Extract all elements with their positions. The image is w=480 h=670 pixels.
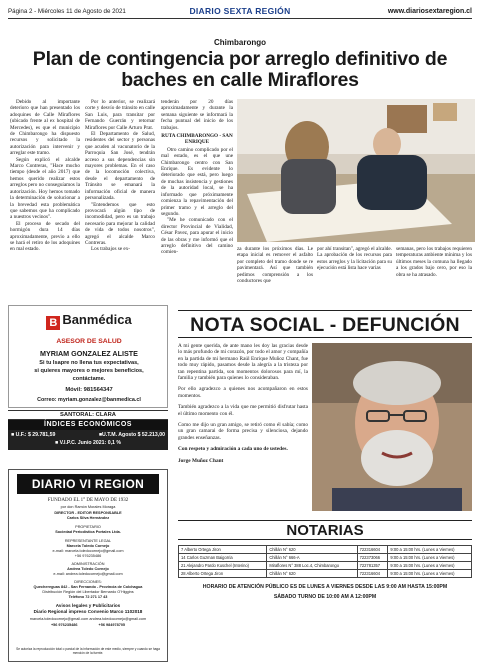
address-label: DIRECCIONES: — [74, 580, 102, 584]
article-photo — [237, 99, 475, 242]
section-label: Chimbarongo — [214, 38, 266, 47]
owner: Sociedad Periodística Portales Ltda. — [55, 530, 121, 534]
masthead-logo: DIARIO VI REGION — [17, 474, 159, 494]
nota-social-text — [178, 343, 308, 469]
table-row — [179, 546, 472, 554]
nota-paragraph: Por ello agradezco a quienes nos acompañaron en estos momentos. — [178, 386, 308, 399]
table-row — [179, 554, 472, 562]
article-paragraph: Por lo anterior, se realizará corte y desvío de tránsito en calle San Luis, para transitar por Fernando Guerrán y retornar Miraflores por Calle Arturo Prat. — [85, 99, 155, 131]
notary-phone: 722316604 — [357, 570, 388, 578]
ad-name: MYRIAM GONZALEZ ALISTE — [40, 349, 138, 358]
notary-phone: 722781357 — [357, 562, 388, 570]
nota-signature: Jorge Muñoz Chant — [178, 457, 224, 464]
disclaimer: Se autoriza la reproducción total o parcial de la información de este medio, siempre y cuando se haga mención de la fuente. — [16, 647, 160, 655]
paper-name: DIARIO SEXTA REGIÓN — [189, 6, 291, 16]
ad-title: ASESOR DE SALUD — [56, 338, 122, 345]
notary-address: Chillán N° 666-A — [267, 554, 357, 562]
notary-name: 7 Alberto Ortega Jiron — [179, 546, 267, 554]
nota-paragraph: También agradezco a la vida que me permitió disfrutar hasta el último momento con él. — [178, 404, 308, 417]
utm-value: ■U.T.M. Agosto $ 52.213,00 — [98, 432, 165, 438]
notary-hours: 9:00 a 15:00 hrs. (Lunes a Viernes) — [388, 562, 472, 570]
distribution: Distribución Región del Libertador Bernardo O'Higgins — [42, 590, 134, 594]
notary-phone: 722316604 — [357, 546, 388, 554]
table-row — [179, 562, 472, 570]
economic-block — [8, 410, 168, 450]
article-paragraph: "Me he comunicado con el director Provincial de Vialidad, César Pavez, para apurar el inicio de las obras y me informó que el arreglo definitivo del camino comien- — [161, 217, 233, 256]
legal-label: REPRESENTANTE LEGAL — [64, 539, 112, 543]
nota-paragraph: Como me dijo un gran amigo, se retiró como él sabía; como un gran camarai de forma precisa y silenciosa, dejando grandes enseñanzas. — [178, 422, 308, 441]
website-link[interactable]: www.diariosextaregion.cl — [387, 7, 472, 15]
legal-email: e-mail: marcela.toledocornejo@gmail.com — [52, 549, 124, 553]
portrait-photo — [312, 343, 472, 511]
article-paragraph: Según explicó el alcalde Marco Contreras, "Hace mucho tiempo (desde el año 2017) que hemos querido realizar estos arreglos pero no conseguíamos la autorización. Hoy hemos tomado la determinación de solucionar a la brevedad esta problemática que sabemos que ha complicado a nuestros vecinos". — [10, 156, 80, 221]
article-column-4: za durante los próximos días. Le etapa inicial es remover el asfalto por completo del tramo donde se re pavimentará. Así que también pedimos comprensión a los conductores que — [237, 246, 313, 285]
notices: Diario Regional impreso Convenio Marco 1102018 — [33, 609, 143, 614]
page-info: Página 2 - Miércoles 11 de Agosto de 2021 — [8, 7, 126, 15]
uf-value: ■ U.F.: $ 29.781,59 — [11, 432, 56, 438]
founded: FUNDADO EL 1° DE MAYO DE 1932 — [47, 498, 129, 503]
address: Quechereguas 842 - San Fernando - Provincia de Colchagua — [33, 585, 143, 589]
notary-name: 28 Alberto Ortega Jiron — [179, 570, 267, 578]
article-paragraph: El Departamento de Salud, residentes del sector y personas que acuden al vacunatorio de la Parroquia San José, tendrán acceso a sus dependencias sin mayores problemas. En el caso de la locomoción colectiva, desde el departamento de Tránsito se emanará la información oficial de manera personalizada. — [85, 131, 155, 202]
notary-name: 14 Carlos Guzman Baigorria — [179, 554, 267, 562]
notary-phone: 722373066 — [357, 554, 388, 562]
admin: Andrea Toledo Cornejo — [67, 567, 109, 571]
ad-phone: Móvil: 981564347 — [65, 387, 113, 393]
article-subtitle: RUTA CHIMBARONGO - SAN ENRIQUE — [161, 133, 233, 146]
notary-name: 21 Alejandro Pardo Kuschel (Interino) — [179, 562, 267, 570]
owner-label: PROPIETARIO — [75, 525, 101, 529]
notarias-saturday-note: SÁBADO TURNO DE 10:00 AM A 12:00PM — [273, 594, 377, 600]
notarias-hours-note: HORARIO DE ATENCIÓN PÚBLICO ES DE LUNES A VIERNES DESDE LAS 9:00 AM HASTA 15:00PM — [202, 584, 448, 590]
article-headline: Plan de contingencia por arreglo definitivo de baches en calle Miraflores — [32, 48, 448, 91]
economic-values — [8, 430, 168, 450]
article-paragraph: Otro camino complicado por el mal estado, es el que une Chimbarongo centro con San Enrique. Es evidente lo deteriorado que está, pero luego de muchas insistencia y gestiones de la autoridad local, se ha informado que próximamente comienza la repavimentación del primer tramo y el arreglo del segundo. — [161, 146, 233, 217]
notary-hours: 9:00 a 15:00 hrs. (Lunes a Viernes) — [388, 546, 472, 554]
nota-paragraph: Con respeto y admiración a cada uno de ustedes. — [178, 446, 288, 453]
banmedica-ad[interactable] — [8, 305, 168, 408]
founder: por don Ramón Morales Moraga — [60, 505, 116, 509]
ad-email[interactable]: Correo: myriam.gonzalez@banmedica.cl — [37, 397, 141, 403]
article-column-5: por ahí transitan", agregó el alcalde. La aprobación de los recursos para estos arreglos y la licitación para su ejecución está lista hace varias — [317, 246, 392, 272]
article-paragraph: Los trabajos se ex- — [91, 246, 131, 253]
admin-label: ADMINISTRACIÓN — [71, 562, 105, 566]
article-column-1 — [10, 99, 80, 253]
ad-text: si quieres mayores o mejores beneficios, — [34, 368, 144, 374]
nota-social-title: NOTA SOCIAL - DEFUNCIÓN — [178, 310, 472, 338]
masthead-box — [8, 469, 168, 662]
legal-rep: Marcela Toledo Cornejo — [66, 544, 110, 548]
article-paragraph: Debido al importante deterioro que han presentado los adoquines de Calle Miraflores (ubicado frente al ex hospital de Mercedes), es que el municipio de Chimbarongo ha dispuesto recursos y solicitado la autorización para intervenir y arreglar este tramo. — [10, 99, 80, 157]
notary-hours: 9:00 a 15:00 hrs. (Lunes a Viernes) — [388, 570, 472, 578]
notarias-table — [178, 545, 472, 578]
header-divider — [8, 18, 472, 19]
article-column-6: semanas, pero los trabajos requieren temperaturas ambiente mínima y los últimos meses la comuna ha llegado a los grados bajo cero, por eso la obra se ha atrasado. — [396, 246, 472, 278]
notary-address: Chillán N° 620 — [267, 570, 357, 578]
banmedica-logo: B Banmédica — [9, 312, 169, 330]
article-paragraph: tenderán por 20 días aproximadamente y durante la semana siguiente se informará la fecha puntual del inicio de los trabajos. — [161, 99, 233, 131]
notary-address: Miraflores N° 388 Loc.4, Chimbarongo — [267, 562, 357, 570]
article-paragraph: "Entendemos que esto provocará algún tipo de incomodidad, pero es un trabajo necesario para mejorar la calidad de vida de todos nosotros", agregó el alcalde Marco Contreras. — [85, 201, 155, 246]
director-label: DIRECTOR - EDITOR RESPONSABLE — [54, 511, 122, 515]
admin-email: e-mail: andrea.toledocornejo@gmail.com — [53, 572, 123, 576]
ad-text: Si tu Isapre no llena tus expectativas, — [39, 360, 139, 366]
notices-phones: +56 976235486 +56 984978705 — [50, 623, 126, 627]
article-column-3 — [161, 99, 233, 256]
director: Carlos Silva Hernández — [66, 516, 110, 520]
banmedica-icon: B — [46, 316, 60, 330]
page-header — [8, 4, 472, 18]
santoral: SANTORAL: CLARA — [8, 410, 168, 420]
notices-label: Avisos legales y Publicitarios — [55, 603, 121, 608]
nota-paragraph: A mi gente querida, de ante mano les doy las gracias desde lo más profundo de mi corazón, por todo el amor y compañía en la partida de mi hermano Raúl Enrique Muñoz Chant, fue todo muy rápido, pasamos desde la alegría a la tristeza por tan repentina partida, son momentos dolorosos para mí, la familia y también para quienes lo consideraban. — [178, 343, 308, 382]
notices-email: marcela.toledocornejo@gmail.com andrea.toledocornejo@gmail.com — [29, 617, 147, 621]
ivp-value: ■ V.I.P.C. Junio 2021: 0,1 % — [55, 439, 121, 446]
economic-title: ÍNDICES ECONÓMICOS — [8, 420, 168, 430]
ad-text: contáctame. — [72, 376, 106, 382]
table-row — [179, 570, 472, 578]
legal-phone: +56 976235486 — [74, 554, 102, 558]
notarias-title: NOTARIAS — [178, 520, 472, 540]
article-column-2 — [85, 99, 155, 253]
phone: Teléfono 72 271 17 43 — [68, 595, 108, 599]
notary-hours: 9:00 a 15:00 hrs. (Lunes a Viernes) — [388, 554, 472, 562]
article-paragraph: El proceso de secado del hormigón dura 14 días aproximadamente, previo a ello se hará el retiro de los adoquines en mal estado. — [10, 220, 80, 253]
notary-address: Chillán N° 620 — [267, 546, 357, 554]
